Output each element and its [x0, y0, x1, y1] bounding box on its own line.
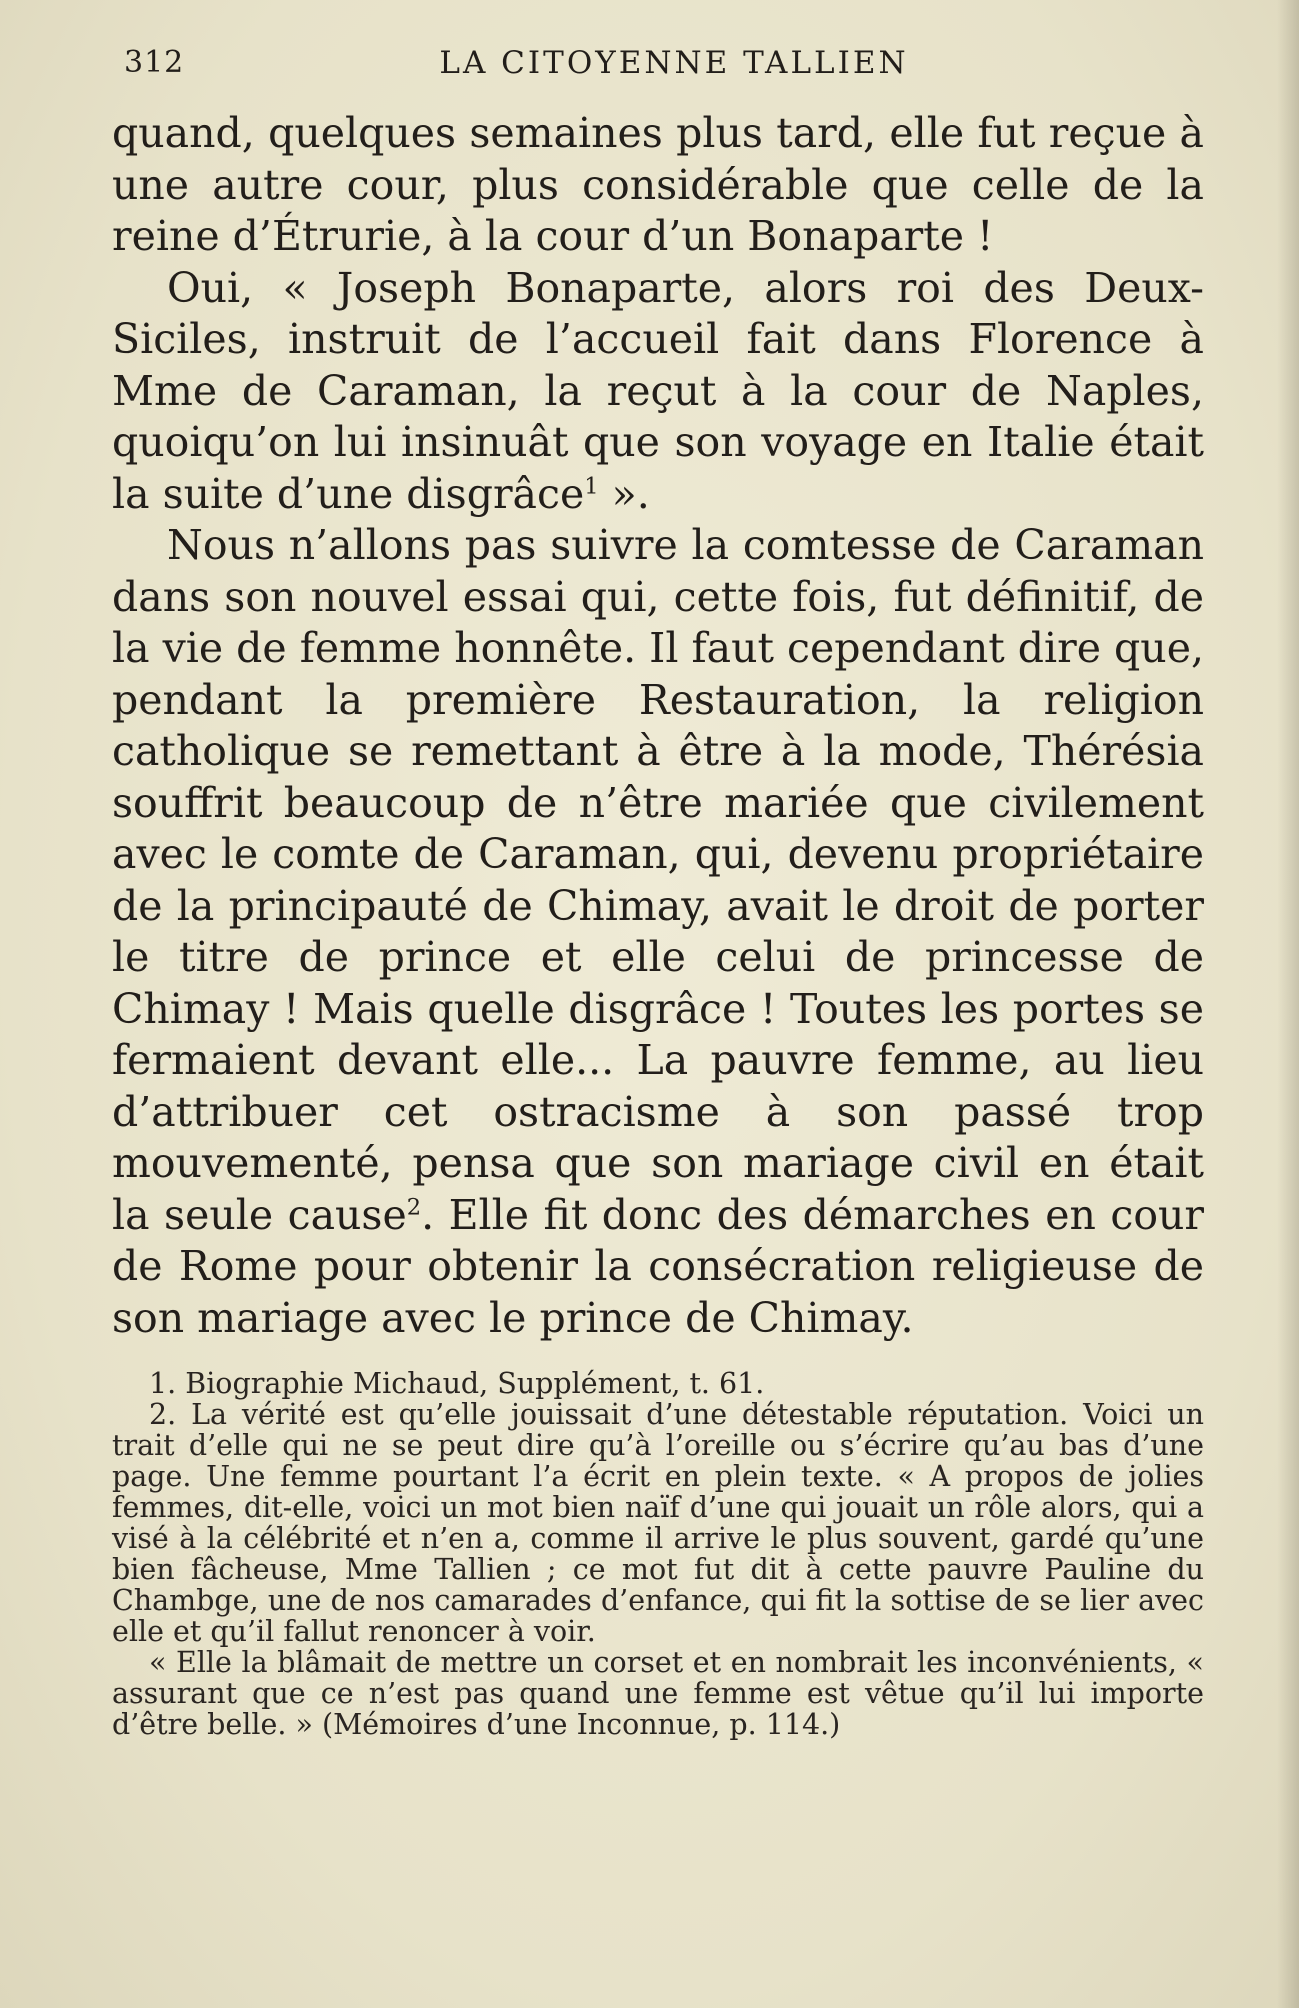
- footnotes: [112, 1368, 1204, 1740]
- page-number: 312: [124, 45, 185, 80]
- footnote-2-continued: « Elle la blâmait de mettre un corset et en nombrait les inconvénients, « assurant que ce n’est pas quand une femme est vêtue qu’il lui importe d’être belle. » (Mémoires d’une Inconnue, p. 114.): [112, 1646, 1204, 1741]
- paragraph-2-end: ».: [598, 469, 650, 518]
- paragraph-3-text: Nous n’allons pas suivre la comtesse de Caraman dans son nouvel essai qui, cette fois, fut définitif, de la vie de femme honnête. Il faut cependant dire que, pendant la première Restauration, la religion catholique se remettant à être à la mode, Thérésia souffrit beaucoup de n’être mariée que civilement avec le comte de Caraman, qui, devenu propriétaire de la principauté de Chimay, avait le droit de porter le titre de prince et elle celui de princesse de Chimay ! Mais quelle disgrâce ! Toutes les portes se fermaient devant elle... La pauvre femme, au lieu d’attribuer cet ostracisme à son passé trop mouvementé, pensa que son mariage civil en était la seule cause: [112, 521, 1204, 1239]
- paragraph-3: [112, 520, 1204, 1344]
- running-head: [124, 38, 1214, 88]
- footnote-1: 1. Biographie Michaud, Supplément, t. 61.: [149, 1367, 765, 1400]
- page-edge-shadow: [1277, 0, 1299, 2008]
- paragraph-1: quand, quelques semaines plus tard, elle fut reçue à une autre cour, plus considérable que celle de la reine d’Étrurie, à la cour d’un Bonaparte !: [112, 109, 1204, 260]
- paragraph-2-text: Oui, « Joseph Bonaparte, alors roi des Deux-Siciles, instruit de l’accueil fait dans Florence à Mme de Caraman, la reçut à la cour de Naples, quoiqu’on lui insinuât que son voyage en Italie était la suite d’une disgrâce: [112, 263, 1204, 518]
- running-title: LA CITOYENNE TALLIEN: [439, 45, 909, 81]
- paragraph-3-end: . Elle fit donc des démarches en cour de Rome pour obtenir la consécration religieuse de son mariage avec le prince de Chimay.: [112, 1190, 1205, 1342]
- footnote-2: 2. La vérité est qu’elle jouissait d’une détestable réputation. Voici un trait d’elle qui ne se peut dire qu’à l’oreille ou s’écrire qu’au bas d’une page. Une femme pourtant l’a écrit en plein texte. « A propos de jolies femmes, dit-elle, voici un mot bien naïf d’une qui jouait un rôle alors, qui a visé à la célébrité et n’en a, comme il arrive le plus souvent, gardé qu’une bien fâcheuse, Mme Tallien ; ce mot fut dit à cette pauvre Pauline du Chambge, une de nos camarades d’enfance, qui fit la sottise de se lier avec elle et qu’il fallut renoncer à voir.: [112, 1398, 1204, 1648]
- footnote-marker-1: 1: [584, 472, 599, 499]
- main-text: [112, 108, 1204, 1344]
- footnote-marker-2: 2: [406, 1193, 422, 1220]
- paragraph-2: [112, 263, 1204, 521]
